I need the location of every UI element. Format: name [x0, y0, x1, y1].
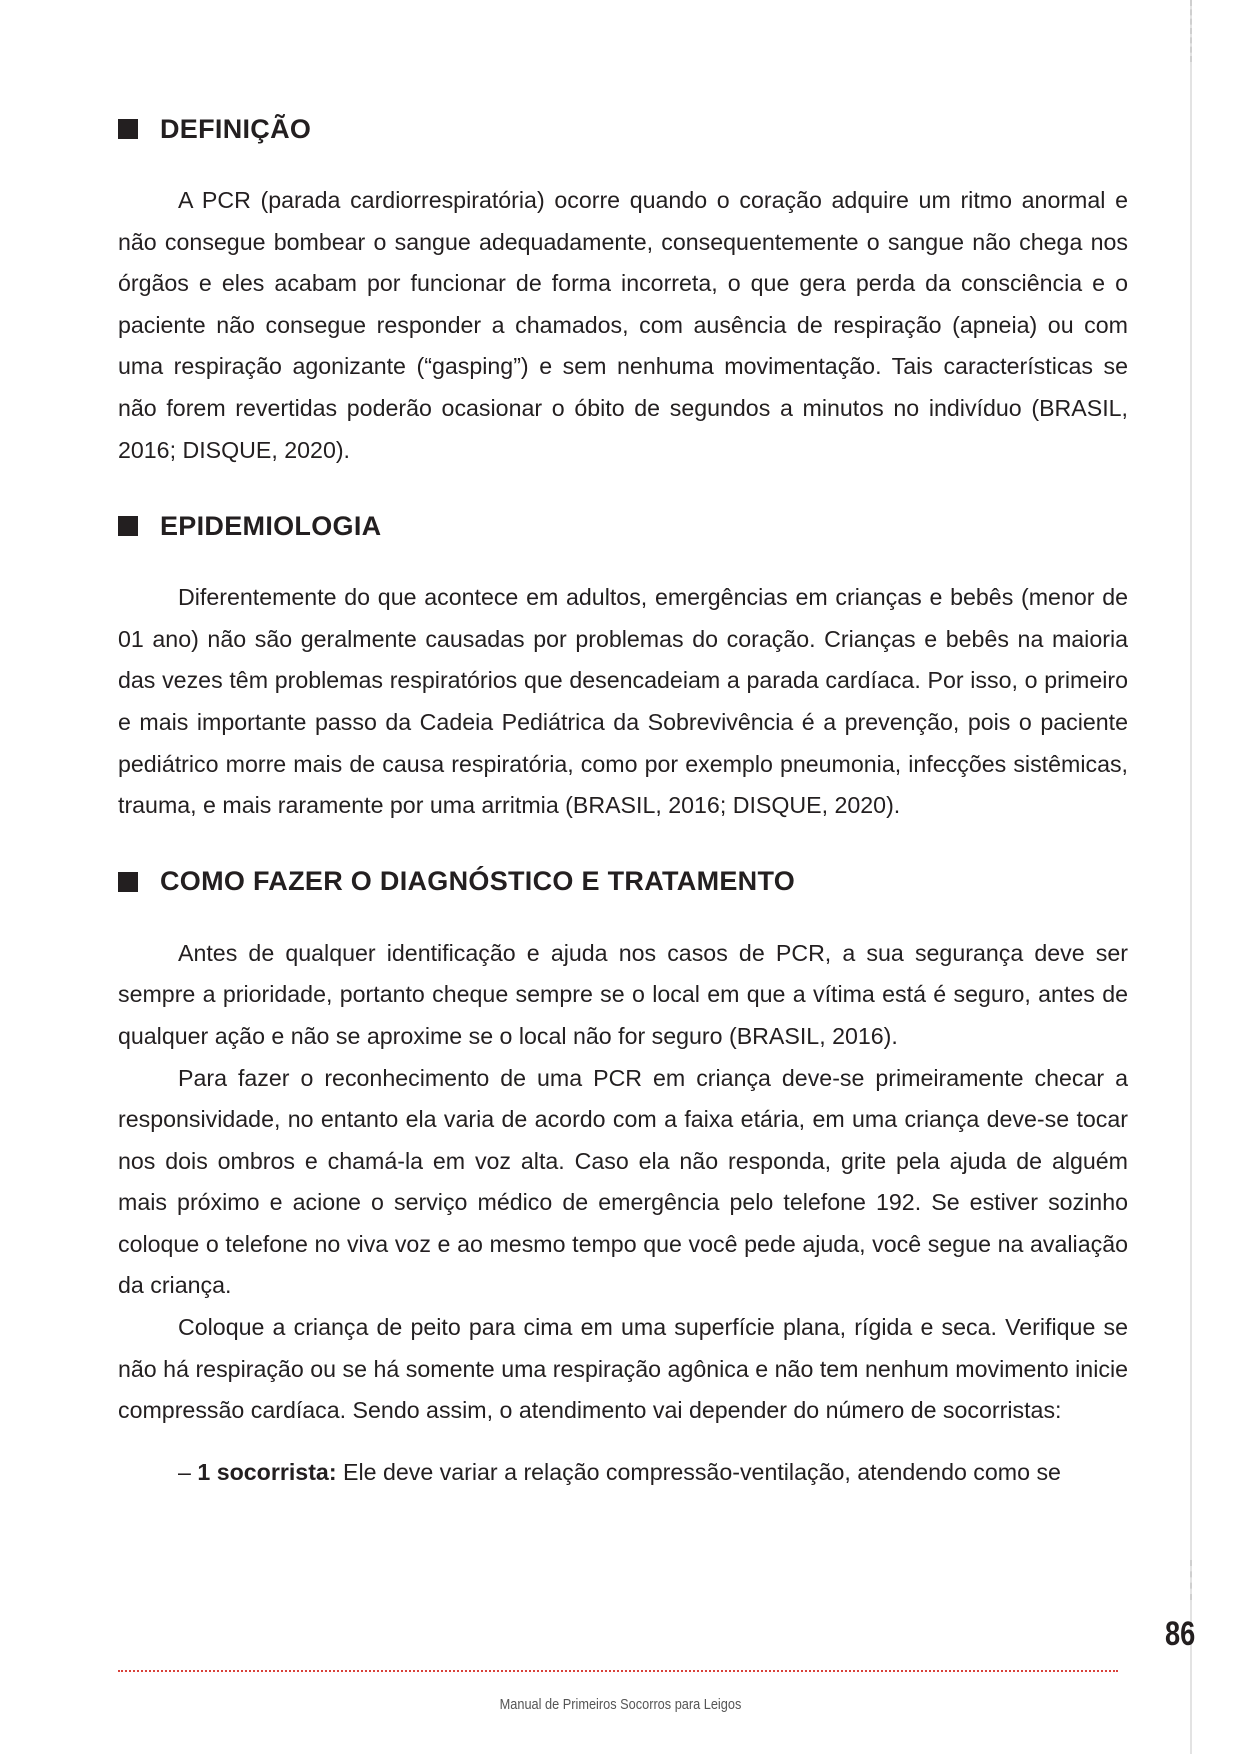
section-heading-definicao: [118, 104, 1128, 154]
paragraph: Antes de qualquer identificação e ajuda nos casos de PCR, a sua segurança deve ser sempre a prioridade, portanto cheque sempre se o local em que a vítima está é seguro, antes de qualquer ação e não se aproxime se o local não for seguro (BRASIL, 2016).: [118, 939, 1128, 1049]
page-number: 86: [1165, 1615, 1196, 1653]
page-edge-dash-bottom: [1190, 1560, 1192, 1600]
paragraph: Diferentemente do que acontece em adultos, emergências em crianças e bebês (menor de 01 ano) não são geralmente causadas por problemas do coração. Crianças e bebês na maioria das vezes têm problemas respiratórios que desencadeiam a parada cardíaca. Por isso, o primeiro e mais importante passo da Cadeia Pediátrica da Sobrevivência é a prevenção, pois o paciente pediátrico morre mais de causa respiratória, como por exemplo pneumonia, infecções sistêmicas, trauma, e mais raramente por uma arritmia (BRASIL, 2016; DISQUE, 2020).: [118, 584, 1128, 819]
page-edge-rule: [1190, 0, 1192, 1754]
footer-divider: [118, 1670, 1118, 1672]
page-edge-dash-top: [1190, 0, 1192, 62]
page-content: [118, 104, 1128, 1493]
heading-square-icon: [118, 516, 138, 536]
bullet-text: Ele deve variar a relação compressão-ventilação, atendendo como se: [343, 1458, 1061, 1485]
section-heading-epidemiologia: [118, 501, 1128, 551]
bullet-item: [118, 1452, 1128, 1494]
paragraph: A PCR (parada cardiorrespiratória) ocorre quando o coração adquire um ritmo anormal e não consegue bombear o sangue adequadamente, consequentemente o sangue não chega nos órgãos e eles acabam por funcionar de forma incorreta, o que gera perda da consciência e o paciente não consegue responder a chamados, com ausência de respiração (apneia) ou com uma respiração agonizante (“gasping”) e sem nenhuma movimentação. Tais características se não forem revertidas poderão ocasionar o óbito de segundos a minutos no indivíduo (BRASIL, 2016; DISQUE, 2020).: [118, 187, 1128, 463]
heading-text: EPIDEMIOLOGIA: [160, 510, 382, 541]
section-heading-diagnostico: [118, 857, 1128, 907]
bullet-dash: –: [178, 1458, 191, 1485]
footer-title: Manual de Primeiros Socorros para Leigos: [499, 1696, 742, 1713]
heading-text: COMO FAZER O DIAGNÓSTICO E TRATAMENTO: [160, 866, 796, 897]
bullet-label: 1 socorrista:: [197, 1458, 337, 1485]
heading-text: DEFINIÇÃO: [160, 113, 312, 144]
paragraph: Para fazer o reconhecimento de uma PCR em criança deve-se primeiramente checar a responsividade, no entanto ela varia de acordo com a faixa etária, em uma criança deve-se tocar nos dois ombros e chamá-la em voz alta. Caso ela não responda, grite pela ajuda de alguém mais próximo e acione o serviço médico de emergência pelo telefone 192. Se estiver sozinho coloque o telefone no viva voz e ao mesmo tempo que você pede ajuda, você segue na avaliação da criança.: [118, 1064, 1128, 1299]
paragraph: Coloque a criança de peito para cima em uma superfície plana, rígida e seca. Verifique se não há respiração ou se há somente uma respiração agônica e não tem nenhum movimento inicie compressão cardíaca. Sendo assim, o atendimento vai depender do número de socorristas:: [118, 1314, 1128, 1424]
heading-square-icon: [118, 872, 138, 892]
heading-square-icon: [118, 119, 138, 139]
